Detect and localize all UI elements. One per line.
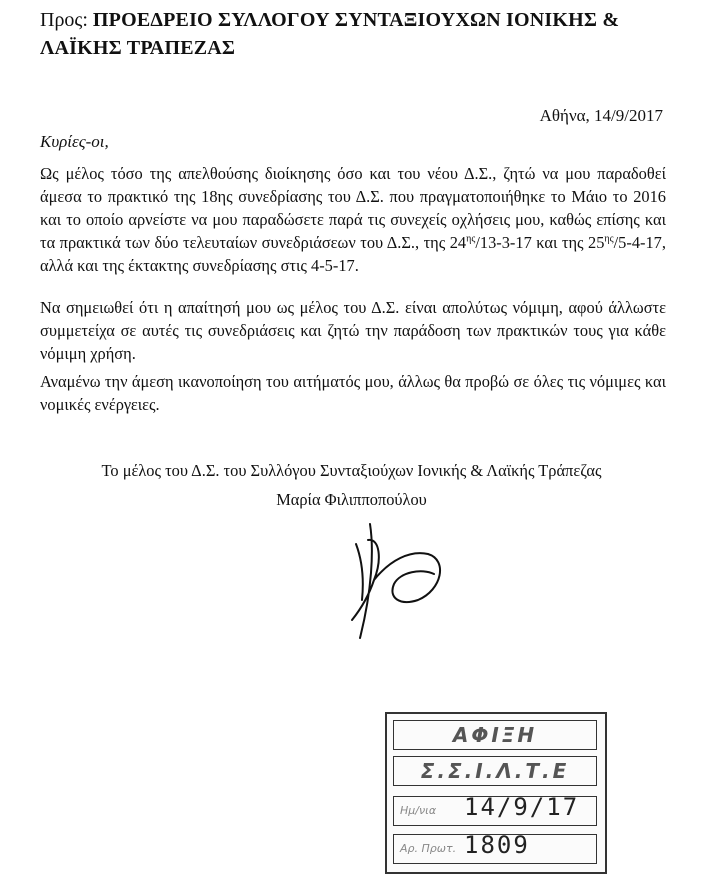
paragraph-request-part-c: /5-4-17, αλλά και της έκτακτης συνεδρίασης στις 4-5-17. xyxy=(40,233,666,275)
stamp-protocol-label: Αρ. Πρωτ. xyxy=(400,842,457,855)
stamp-union-text: Σ.Σ.Ι.Λ.Τ.Ε xyxy=(420,759,570,783)
letter-date: Αθήνα, 14/9/2017 xyxy=(539,106,663,125)
stamp-protocol-row xyxy=(393,831,597,864)
handwritten-signature xyxy=(330,520,470,645)
recipient-prefix: Προς: xyxy=(40,9,88,31)
signatory-title: Το μέλος του Δ.Σ. του Συλλόγου Συνταξιούχων Ιονικής & Λαϊκής Τράπεζας xyxy=(101,461,602,480)
recipient-name: ΠΡΟΕΔΡΕΙΟ ΣΥΛΛΟΓΟΥ ΣΥΝΤΑΞΙΟΥΧΩΝ ΙΟΝΙΚΗΣ & ΛΑΪΚΗΣ ΤΡΑΠΕΖΑΣ xyxy=(40,9,620,59)
ordinal-suffix: ης xyxy=(604,233,614,245)
paragraph-request xyxy=(40,162,666,277)
stamp-date-label: Ημ/νια xyxy=(400,804,437,817)
paragraph-closing: Αναμένω την άμεση ικανοποίηση του αιτήματός μου, άλλως θα προβώ σε όλες τις νόμιμες και νομικές ενέργειες. xyxy=(40,372,666,414)
ordinal-suffix: ης xyxy=(466,233,476,245)
paragraph-request-part-a: Ως μέλος τόσο της απελθούσης διοίκησης όσο και του νέου Δ.Σ., ζητώ να μου παραδοθεί άμεσα το πρακτικό της 18ης συνεδρίασης του Δ.Σ. που πραγματοποιήθηκε το Μάιο το 2016 και το οποίο αρνείστε να μου παραδώσετε παρά τις συνεχείς οχλήσεις μου, καθώς επίσης και τα πρακτικά των δύο τελευταίων συνεδριάσεων του Δ.Σ., της 24 xyxy=(40,164,666,252)
paragraph-request-part-b: /13-3-17 και της 25 xyxy=(475,233,605,252)
paragraph-legality: Να σημειωθεί ότι η απαίτησή μου ως μέλος του Δ.Σ. είναι απολύτως νόμιμη, αφού άλλωστε συμμετείχα σε αυτές τις συνεδριάσεις και ζητώ την παράδοση των πρακτικών τους για κάθε νόμιμη χρήση. xyxy=(40,298,666,363)
salutation: Κυρίες-οι, xyxy=(40,132,109,151)
stamp-date-row xyxy=(393,793,597,826)
recipient-line xyxy=(40,6,670,62)
stamp-arrival-row xyxy=(393,720,597,750)
stamp-protocol-value: 1809 xyxy=(464,831,530,859)
arrival-stamp xyxy=(385,712,607,874)
signatory-name: Μαρία Φιλιπποπούλου xyxy=(276,490,427,509)
stamp-union-row xyxy=(393,756,597,786)
stamp-date-value: 14/9/17 xyxy=(464,793,580,821)
stamp-arrival-text: ΑΦΙΞΗ xyxy=(452,723,538,747)
